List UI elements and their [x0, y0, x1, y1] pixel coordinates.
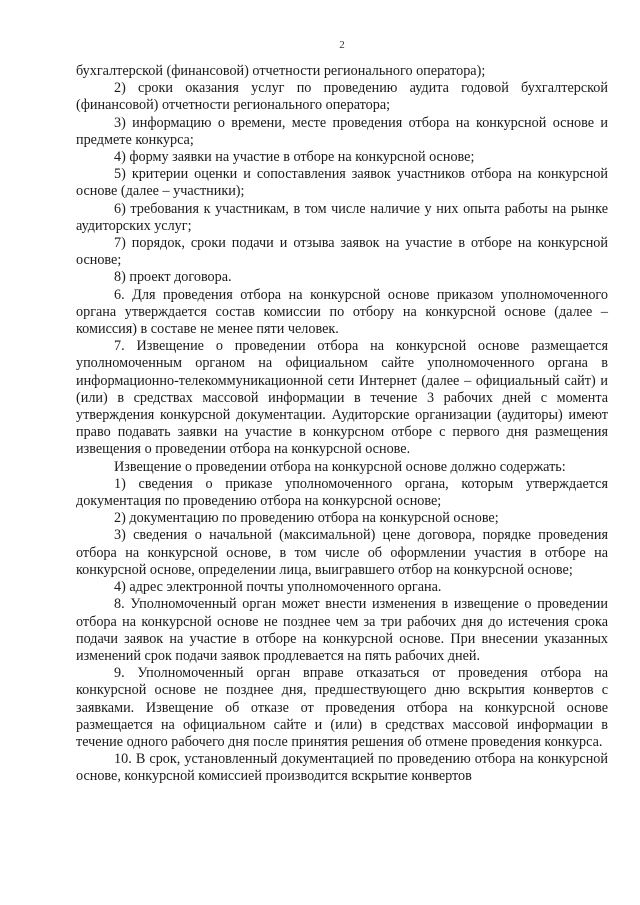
- list-item: 1) сведения о приказе уполномоченного органа, которым утверждается документация по проведению отбора на конкурсной основе;: [76, 475, 608, 510]
- list-item: 8) проект договора.: [114, 269, 232, 286]
- list-item: 3) информацию о времени, месте проведения отбора на конкурсной основе и предмете конкурса;: [76, 114, 608, 148]
- list-item: 2) сроки оказания услуг по проведению аудита годовой бухгалтерской (финансовой) отчетности регионального оператора;: [76, 80, 608, 114]
- list-item: 3) сведения о начальной (максимальной) цене договора, порядке проведения отбора на конкурсной основе, в том числе об оформлении участия в отборе на конкурсной основе, определении лица, выигравшего отбор на конкурсной основе;: [76, 527, 608, 578]
- clause-8: 8. Уполномоченный орган может внести изменения в извещение о проведении отбора на конкурсной основе не позднее чем за три рабочих дня до истечения срока подачи заявок на участие в отборе на конкурсной основе. При внесении указанных изменений срок подачи заявок продлевается на пять рабочих дней.: [76, 596, 608, 664]
- document-page: [76, 38, 608, 786]
- list-item: 4) адрес электронной почты уполномоченного органа.: [114, 579, 442, 596]
- list-item: 5) критерии оценки и сопоставления заявок участников отбора на конкурсной основе (далее – участники);: [76, 166, 608, 200]
- document-body: [76, 63, 608, 786]
- list-item: 4) форму заявки на участие в отборе на конкурсной основе;: [114, 149, 475, 166]
- clause-10: 10. В срок, установленный документацией по проведению отбора на конкурсной основе, конкурсной комиссией производится вскрытие конвертов: [76, 751, 608, 785]
- clause-7: 7. Извещение о проведении отбора на конкурсной основе размещается уполномоченным органом на официальном сайте уполномоченного органа в информационно-телекоммуникационной сети Интернет (далее – официальный сайт) и (или) в средствах массовой информации в течение 3 рабочих дней с момента утверждения конкурсной документации. Аудиторские организации (аудиторы) имеют право подавать заявки на участие в конкурсном отборе с первого дня размещения извещения о проведении отбора на конкурсной основе.: [76, 338, 608, 458]
- paragraph: Извещение о проведении отбора на конкурсной основе должно содержать:: [114, 458, 566, 475]
- page-number: 2: [339, 39, 345, 51]
- clause-9: 9. Уполномоченный орган вправе отказаться от проведения отбора на конкурсной основе не позднее дня, предшествующего дню вскрытия конвертов с заявками. Извещение об отказе от проведения отбора на конкурсной основе размещается на официальном сайте и (или) в средствах массовой информации в течение одного рабочего дня после принятия решения об отмене проведения конкурса.: [76, 665, 608, 750]
- list-item: 6) требования к участникам, в том числе наличие у них опыта работы на рынке аудиторских услуг;: [76, 200, 608, 234]
- paragraph: бухгалтерской (финансовой) отчетности регионального оператора);: [76, 63, 486, 79]
- clause-6: 6. Для проведения отбора на конкурсной основе приказом уполномоченного органа утверждается состав комиссии по отбору на конкурсной основе (далее – комиссия) в составе не менее пяти человек.: [76, 286, 608, 338]
- list-item: 7) порядок, сроки подачи и отзыва заявок на участие в отборе на конкурсной основе;: [76, 235, 608, 269]
- list-item: 2) документацию по проведению отбора на конкурсной основе;: [114, 510, 499, 527]
